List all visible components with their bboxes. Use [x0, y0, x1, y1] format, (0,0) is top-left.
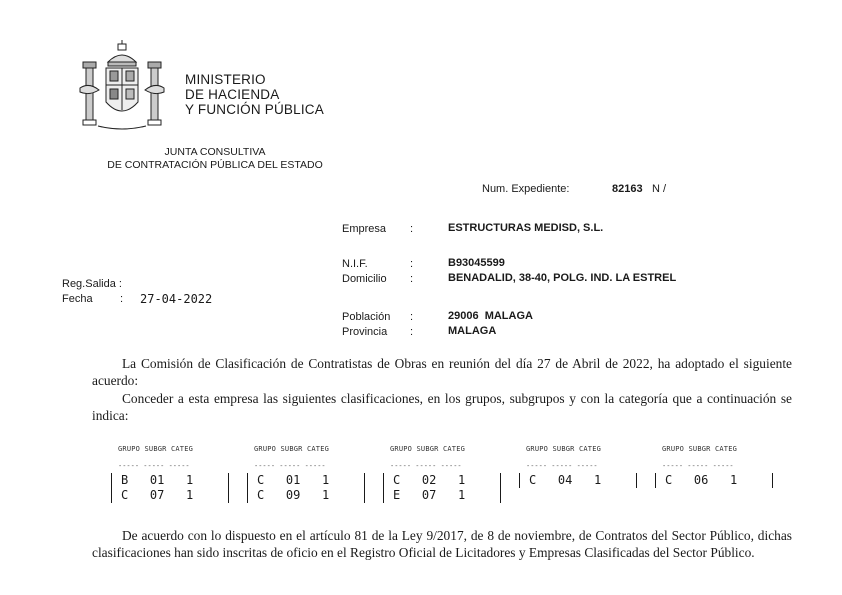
table-border	[383, 473, 384, 503]
reg-salida-label: Reg.Salida :	[62, 278, 122, 290]
classification-row: C 01 1	[257, 473, 330, 487]
classification-header: GRUPO SUBGR CATEG	[254, 445, 330, 453]
table-border	[364, 473, 365, 503]
classification-row: E 07 1	[393, 488, 466, 502]
empresa-label: Empresa	[342, 223, 387, 235]
classification-row: C 09 1	[257, 488, 330, 502]
classification-header: GRUPO SUBGR CATEG	[662, 445, 738, 453]
classification-header: GRUPO SUBGR CATEG	[526, 445, 602, 453]
classification-row: C 02 1	[393, 473, 466, 487]
classification-row: C 07 1	[121, 488, 194, 502]
table-border	[655, 473, 656, 488]
empresa-value: ESTRUCTURAS MEDISD, S.L.	[448, 222, 604, 234]
paragraph-conceder: Conceder a esta empresa las siguientes clasificaciones, en los grupos, subgrupos y con la categoría que a continuación se indica:	[92, 391, 792, 423]
ministry-name	[185, 72, 324, 117]
junta-name	[85, 146, 345, 172]
table-border	[228, 473, 229, 503]
separator: :	[410, 273, 414, 285]
provincia-value: MALAGA	[448, 325, 497, 337]
expediente-number: 82163	[612, 183, 643, 195]
table-border	[500, 473, 501, 503]
classification-dashes: ----- ----- -----	[118, 462, 190, 470]
nif-value: B93045599	[448, 257, 505, 269]
poblacion-value: 29006 MALAGA	[448, 310, 533, 322]
junta-line: JUNTA CONSULTIVA	[164, 146, 266, 158]
classification-dashes: ----- ----- -----	[254, 462, 326, 470]
paragraph-acuerdo: La Comisión de Clasificación de Contratistas de Obras en reunión del día 27 de Abril de 2022, ha adoptado el siguiente acuerdo:	[92, 356, 792, 388]
provincia-label: Provincia	[342, 326, 388, 338]
classification-header: GRUPO SUBGR CATEG	[390, 445, 466, 453]
expediente-suffix: N /	[652, 183, 667, 195]
classification-row: C 06 1	[665, 473, 738, 487]
expediente-label: Num. Expediente:	[482, 183, 570, 195]
separator: :	[410, 258, 414, 270]
poblacion-label: Población	[342, 311, 391, 323]
classification-header: GRUPO SUBGR CATEG	[118, 445, 194, 453]
classification-row: C 04 1	[529, 473, 602, 487]
coat-of-arms-icon	[78, 40, 166, 132]
ministry-line: Y FUNCIÓN PÚBLICA	[185, 102, 324, 117]
nif-label: N.I.F.	[342, 258, 368, 270]
table-border	[247, 473, 248, 503]
table-border	[111, 473, 112, 503]
separator: :	[410, 311, 414, 323]
ministry-line: MINISTERIO	[185, 72, 266, 87]
table-border	[519, 473, 520, 488]
classification-dashes: ----- ----- -----	[526, 462, 598, 470]
junta-line: DE CONTRATACIÓN PÚBLICA DEL ESTADO	[107, 159, 323, 171]
classification-dashes: ----- ----- -----	[390, 462, 462, 470]
domicilio-value: BENADALID, 38-40, POLG. IND. LA ESTREL	[448, 272, 677, 284]
separator: :	[410, 326, 414, 338]
fecha-separator: :	[120, 293, 124, 305]
fecha-value: 27-04-2022	[140, 292, 213, 306]
classification-row: B 01 1	[121, 473, 194, 487]
separator: :	[410, 223, 414, 235]
ministry-line: DE HACIENDA	[185, 87, 280, 102]
domicilio-label: Domicilio	[342, 273, 387, 285]
paragraph-ley: De acuerdo con lo dispuesto en el artículo 81 de la Ley 9/2017, de 8 de noviembre, de Contratos del Sector Público, dichas clasificaciones han sido inscritas de oficio en el Registro Oficial de Licitadores y Empresas Clasificadas del Sector Público.	[92, 528, 792, 560]
fecha-label: Fecha	[62, 293, 93, 305]
table-border	[772, 473, 773, 488]
classification-dashes: ----- ----- -----	[662, 462, 734, 470]
table-border	[636, 473, 637, 488]
